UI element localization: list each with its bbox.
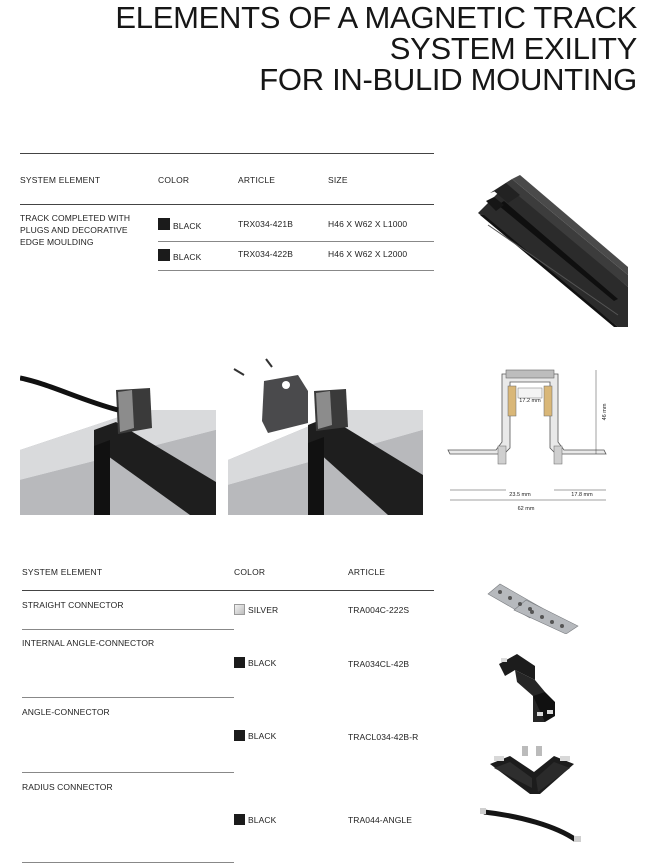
table1-header-article: ARTICLE — [238, 175, 276, 185]
title-line-2: SYSTEM EXILITY — [389, 31, 637, 66]
table2-row2-article: TRA034CL-42B — [348, 659, 410, 669]
installed-track-photo-1 — [20, 370, 216, 515]
dim-left-label: 23.5 mm — [509, 492, 531, 498]
table2-row1-color: SILVER — [234, 604, 278, 615]
table2-header-color: COLOR — [234, 567, 266, 577]
table1-top-rule — [20, 153, 434, 154]
black-swatch — [158, 218, 170, 230]
table1-element-name: TRACK COMPLETED WITH PLUGS AND DECORATIVE EDGE MOULDING — [20, 213, 131, 247]
table1-bottom-rule — [158, 270, 434, 271]
title-line-3: FOR IN-BULID MOUNTING — [259, 62, 637, 97]
table2-header-element: SYSTEM ELEMENT — [22, 567, 103, 577]
table1-row2-size: H46 X W62 X L2000 — [328, 249, 408, 259]
table2-row3-color: BLACK — [234, 730, 276, 741]
table1-row2-article: TRX034-422B — [238, 249, 293, 259]
straight-connector-image — [484, 578, 582, 634]
table2-row3-article: TRACL034-42B-R — [348, 732, 419, 742]
dim-right-label: 17.8 mm — [571, 492, 593, 498]
table2-header-article: ARTICLE — [348, 567, 386, 577]
table2-row3-element: ANGLE-CONNECTOR — [22, 707, 110, 717]
installed-track-photo-2 — [228, 355, 423, 515]
table1-row-rule — [158, 241, 434, 242]
angle-connector-image — [484, 742, 580, 798]
black-swatch — [158, 249, 170, 261]
dim-height-label: 46 mm — [602, 403, 608, 421]
track-cross-section-drawing — [446, 362, 616, 517]
table2-row2-rule — [22, 697, 234, 698]
table1-header-size: SIZE — [328, 175, 348, 185]
table1-header-color: COLOR — [158, 175, 190, 185]
table2-header-rule — [22, 590, 434, 591]
table2-row1-rule — [22, 629, 234, 630]
track-product-image — [468, 175, 630, 330]
black-swatch — [234, 814, 245, 825]
black-swatch — [234, 730, 245, 741]
table2-row2-element: INTERNAL ANGLE-CONNECTOR — [22, 638, 155, 648]
title-line-1: ELEMENTS OF A MAGNETIC TRACK — [115, 0, 637, 35]
internal-angle-connector-image — [493, 650, 565, 726]
table2-row3-rule — [22, 772, 234, 773]
dim-inner-label: 17.2 mm — [519, 398, 541, 404]
table1-row2-color: BLACK — [158, 249, 201, 262]
table2-row2-color: BLACK — [234, 657, 276, 668]
radius-connector-image — [480, 806, 584, 846]
table2-row1-element: STRAIGHT CONNECTOR — [22, 600, 124, 610]
table1-header-element: SYSTEM ELEMENT — [20, 175, 101, 185]
table2-row4-article: TRA044-ANGLE — [348, 815, 413, 825]
table2-row1-article: TRA004C-222S — [348, 605, 410, 615]
table1-header-rule — [20, 204, 434, 205]
table2-row4-color: BLACK — [234, 814, 276, 825]
black-swatch — [234, 657, 245, 668]
table1-row1-article: TRX034-421B — [238, 219, 293, 229]
table1-row1-color: BLACK — [158, 218, 201, 231]
page-title — [115, 2, 637, 95]
table1-row1-size: H46 X W62 X L1000 — [328, 219, 408, 229]
silver-swatch — [234, 604, 245, 615]
dim-total-label: 62 mm — [517, 506, 535, 512]
table2-row4-element: RADIUS CONNECTOR — [22, 782, 113, 792]
table2-row4-rule — [22, 862, 234, 863]
